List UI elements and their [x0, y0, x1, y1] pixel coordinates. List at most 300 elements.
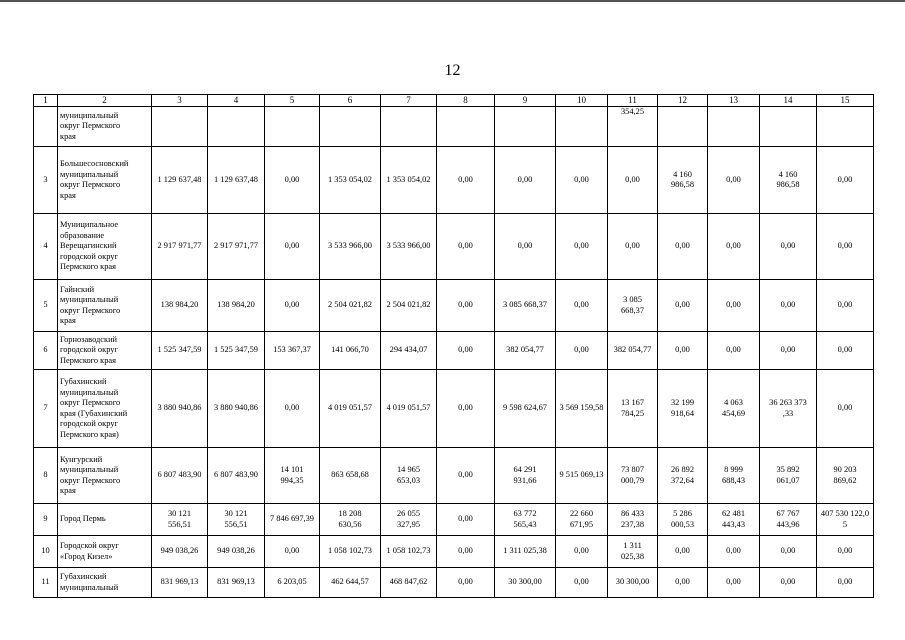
value-text: 26 055	[396, 509, 421, 518]
value-text: 237,38	[620, 519, 645, 529]
value-cell	[608, 504, 658, 536]
value-cell	[760, 107, 817, 147]
table-row	[34, 370, 874, 448]
municipality-name	[58, 332, 152, 370]
value-cell	[708, 280, 760, 332]
value-text: 32 199	[670, 398, 695, 407]
value-cell	[495, 536, 556, 568]
municipality-name-line: муниципальный	[60, 582, 119, 592]
value-cell	[320, 332, 381, 370]
value-cell	[320, 568, 381, 598]
value-text: 30 121	[167, 509, 192, 518]
value-text: 0,00	[458, 514, 473, 524]
value-text: 63 772	[513, 509, 537, 518]
value-cell	[208, 448, 265, 504]
municipality-name-line: «Город Кизел»	[60, 551, 113, 561]
value-cell	[658, 280, 708, 332]
value-cell	[817, 280, 874, 332]
value-text: 4 063	[724, 398, 743, 407]
value-text: 0,00	[837, 546, 853, 556]
value-cell	[437, 568, 495, 598]
value-text: 0,00	[574, 300, 589, 310]
value-cell	[495, 568, 556, 598]
municipality-name-line: городской округ	[60, 419, 118, 428]
value-text: 443,96	[776, 519, 800, 529]
value-cell	[152, 107, 208, 147]
municipality-name-line: округ Пермского	[60, 180, 121, 189]
municipality-name-line: округ Пермского	[60, 305, 121, 315]
row-number: 7	[34, 370, 58, 448]
value-text: 0,00	[837, 241, 853, 251]
municipality-name-line: Пермского края	[60, 262, 117, 272]
value-text: 931,66	[513, 475, 537, 485]
value-text: 22 660	[569, 509, 594, 518]
header-cell: 3	[152, 95, 208, 107]
value-cell	[495, 214, 556, 280]
value-cell	[152, 536, 208, 568]
municipality-name-line: края	[60, 486, 76, 495]
value-cell	[760, 448, 817, 504]
value-text: 0,00	[837, 300, 853, 310]
value-cell	[320, 448, 381, 504]
municipality-name-line: края	[60, 190, 76, 200]
value-text: 688,43	[721, 475, 746, 485]
value-cell	[608, 214, 658, 280]
value-cell	[437, 448, 495, 504]
header-cell: 8	[437, 95, 495, 107]
value-text: 26 892	[670, 465, 695, 474]
value-text: 3 569 159,58	[559, 403, 604, 413]
value-text: 0,00	[458, 345, 473, 355]
value-text: 3 880 940,86	[157, 403, 202, 413]
municipality-name-line: края	[60, 316, 76, 325]
header-cell: 7	[381, 95, 437, 107]
value-text: 138 984,20	[217, 300, 255, 310]
value-text: 86 433	[620, 509, 645, 518]
value-cell	[556, 448, 608, 504]
value-text: 1 353 054,02	[328, 174, 372, 184]
value-text: 0,00	[517, 174, 533, 184]
municipality-name-line: края	[60, 131, 76, 141]
value-cell	[152, 370, 208, 448]
value-cell	[320, 370, 381, 448]
header-cell: 4	[208, 95, 265, 107]
value-cell	[708, 504, 760, 536]
value-text: 025,38	[620, 551, 645, 561]
value-text: 671,95	[569, 519, 594, 529]
municipality-name-line: Город Пермь	[60, 514, 106, 524]
value-text: 462 644,57	[331, 577, 369, 587]
value-cell	[708, 107, 760, 147]
value-text: 0,00	[458, 577, 473, 587]
value-text: 9 598 624,67	[503, 403, 547, 413]
value-cell	[437, 147, 495, 214]
value-cell	[208, 568, 265, 598]
value-cell	[381, 214, 437, 280]
value-cell	[437, 107, 495, 147]
municipality-name	[58, 536, 152, 568]
value-text: 5	[842, 519, 848, 529]
value-cell	[265, 504, 320, 536]
value-cell	[608, 370, 658, 448]
value-cell	[556, 107, 608, 147]
value-text: 36 263 373	[769, 398, 807, 407]
value-cell	[658, 147, 708, 214]
header-cell: 9	[495, 95, 556, 107]
value-cell	[708, 568, 760, 598]
value-text: 0,00	[574, 577, 589, 587]
value-text: 0,00	[837, 403, 853, 413]
value-text: 9 515 069,13	[559, 470, 604, 480]
value-text: 30 300,00	[508, 577, 542, 587]
value-text: 0,00	[284, 546, 300, 556]
value-cell	[608, 568, 658, 598]
value-cell	[817, 568, 874, 598]
value-cell	[437, 536, 495, 568]
value-cell	[760, 568, 817, 598]
value-cell	[152, 568, 208, 598]
value-cell	[608, 332, 658, 370]
value-cell	[381, 504, 437, 536]
value-text: 1 058 102,73	[386, 546, 431, 556]
value-cell	[265, 107, 320, 147]
value-cell	[381, 107, 437, 147]
page-number: 12	[444, 62, 461, 79]
value-text: 18 208	[338, 509, 362, 518]
value-text: 0,00	[675, 241, 690, 251]
value-cell	[437, 504, 495, 536]
value-text: 67 767	[776, 509, 800, 518]
municipality-name-line: муниципальный	[60, 387, 119, 397]
value-cell	[556, 370, 608, 448]
value-cell	[152, 332, 208, 370]
value-cell	[708, 536, 760, 568]
value-cell	[556, 147, 608, 214]
value-cell	[708, 332, 760, 370]
value-text: 061,07	[776, 475, 800, 485]
value-cell	[760, 214, 817, 280]
value-text: 0,00	[675, 300, 690, 310]
value-text: 2 917 971,77	[157, 241, 202, 251]
value-text: 7 846 697,39	[270, 514, 314, 524]
value-text: 3 533 966,00	[328, 241, 372, 251]
row-number: 4	[34, 214, 58, 280]
municipality-name-line: муниципальный	[60, 169, 119, 179]
value-cell	[760, 147, 817, 214]
municipality-name	[58, 147, 152, 214]
value-cell	[265, 147, 320, 214]
municipality-name	[58, 107, 152, 147]
value-text: 3 085 668,37	[503, 300, 547, 310]
header-cell: 12	[658, 95, 708, 107]
value-text: ,33	[782, 408, 794, 418]
value-text: 831 969,13	[160, 577, 199, 587]
value-text: 668,37	[620, 305, 645, 315]
value-text: 0,00	[675, 345, 690, 355]
value-cell	[658, 332, 708, 370]
value-text: 0,00	[284, 403, 300, 413]
row-number	[34, 107, 58, 147]
value-text: 000,79	[620, 475, 645, 485]
value-text: 0,00	[675, 546, 690, 556]
value-text: 0,00	[837, 345, 853, 355]
value-cell	[265, 370, 320, 448]
municipality-name-line: Городской округ	[60, 541, 119, 550]
value-text: 3 085	[623, 295, 642, 304]
value-text: 653,03	[396, 475, 421, 485]
value-text: 556,51	[167, 519, 192, 529]
value-cell	[320, 214, 381, 280]
municipality-name	[58, 568, 152, 598]
value-cell	[760, 504, 817, 536]
value-cell	[495, 448, 556, 504]
municipality-name	[58, 280, 152, 332]
value-text: 0,00	[726, 546, 741, 556]
value-cell	[817, 107, 874, 147]
value-text: 918,64	[670, 408, 695, 418]
value-cell	[817, 448, 874, 504]
value-text: 3 880 940,86	[214, 403, 258, 413]
value-text: 1 311 025,38	[503, 546, 547, 556]
value-cell	[208, 504, 265, 536]
municipality-name-line: муниципальный	[60, 295, 119, 304]
value-cell	[658, 214, 708, 280]
header-cell: 13	[708, 95, 760, 107]
value-cell	[265, 568, 320, 598]
value-cell	[208, 147, 265, 214]
value-text: 90 203	[833, 465, 857, 474]
value-text: 0,00	[458, 470, 473, 480]
value-text: 3 533 966,00	[386, 241, 431, 251]
value-cell	[760, 370, 817, 448]
value-text: 0,00	[458, 546, 473, 556]
value-text: 0,00	[574, 345, 589, 355]
value-cell	[152, 214, 208, 280]
municipality-name	[58, 448, 152, 504]
value-cell	[208, 107, 265, 147]
value-text: 0,00	[837, 174, 853, 184]
value-cell	[265, 332, 320, 370]
value-cell	[437, 332, 495, 370]
value-cell	[708, 147, 760, 214]
value-text: 986,58	[670, 180, 695, 189]
value-text: 831 969,13	[217, 577, 255, 587]
value-cell	[265, 214, 320, 280]
municipality-name-line: Пермского края)	[60, 429, 119, 439]
municipality-name-line: Гайнский	[60, 284, 95, 294]
header-cell: 10	[556, 95, 608, 107]
table-row	[34, 536, 874, 568]
value-cell	[658, 536, 708, 568]
top-edge-rule	[0, 0, 905, 2]
value-cell	[608, 107, 658, 147]
value-text: 5 286	[673, 509, 692, 518]
value-cell	[658, 504, 708, 536]
value-text: 1 353 054,02	[386, 174, 431, 184]
row-number: 5	[34, 280, 58, 332]
value-text: 0,00	[574, 546, 589, 556]
municipality-name-line: Губахинский	[60, 572, 107, 581]
value-text: 565,43	[513, 519, 537, 529]
value-cell	[556, 214, 608, 280]
value-cell	[495, 332, 556, 370]
value-text: 294 434,07	[389, 345, 428, 355]
value-cell	[381, 448, 437, 504]
value-cell	[817, 147, 874, 214]
value-cell	[708, 448, 760, 504]
value-cell	[556, 280, 608, 332]
value-text: 0,00	[726, 241, 741, 251]
municipality-name-line: Пермского края	[60, 355, 117, 365]
value-cell	[817, 536, 874, 568]
municipality-name-line: муниципальный	[60, 110, 119, 120]
value-cell	[437, 370, 495, 448]
value-cell	[760, 280, 817, 332]
value-cell	[152, 147, 208, 214]
value-text: 949 038,26	[160, 546, 199, 556]
value-text: 1 525 347,59	[157, 345, 202, 355]
value-text: 0,00	[780, 241, 796, 251]
header-cell: 14	[760, 95, 817, 107]
value-text: 0,00	[726, 345, 741, 355]
value-cell	[817, 370, 874, 448]
value-text: 986,58	[776, 180, 800, 189]
municipality-name	[58, 214, 152, 280]
value-text: 0,00	[780, 300, 796, 310]
table-row	[34, 504, 874, 536]
value-text: 14 965	[396, 465, 421, 474]
value-cell	[152, 280, 208, 332]
value-text: 8 999	[724, 465, 743, 474]
value-cell	[208, 536, 265, 568]
value-cell	[658, 107, 708, 147]
value-cell	[265, 280, 320, 332]
value-cell	[760, 536, 817, 568]
value-cell	[381, 332, 437, 370]
value-text: 869,62	[833, 475, 857, 485]
municipality-name-line: Кунгурский	[60, 454, 103, 464]
value-text: 0,00	[458, 174, 473, 184]
value-text: 0,00	[726, 577, 741, 587]
row-number: 9	[34, 504, 58, 536]
value-text: 0,00	[675, 577, 690, 587]
value-text: 2 504 021,82	[328, 300, 372, 310]
value-cell	[817, 332, 874, 370]
municipality-name-line: Большесосновский	[60, 159, 129, 168]
value-cell	[760, 332, 817, 370]
table-row	[34, 280, 874, 332]
table-row	[34, 332, 874, 370]
table-row	[34, 147, 874, 214]
municipality-name-line: муниципальный	[60, 465, 119, 474]
value-cell	[658, 370, 708, 448]
value-text: 73 807	[620, 465, 645, 474]
header-cell: 11	[608, 95, 658, 107]
table-row	[34, 107, 874, 147]
municipality-name-line: Губахинский	[60, 377, 107, 386]
table-row	[34, 568, 874, 598]
value-text: 4 019 051,57	[328, 403, 372, 413]
value-text: 382 054,77	[613, 345, 652, 355]
value-text: 382 054,77	[506, 345, 544, 355]
row-number: 8	[34, 448, 58, 504]
header-cell: 15	[817, 95, 874, 107]
value-cell	[495, 107, 556, 147]
row-number: 3	[34, 147, 58, 214]
value-cell	[381, 536, 437, 568]
value-cell	[320, 147, 381, 214]
value-text: 2 917 971,77	[214, 241, 258, 251]
value-text: 407 530 122,0	[820, 509, 870, 518]
municipality-name-line: городской округ	[60, 345, 118, 355]
value-text: 0,00	[284, 300, 300, 310]
value-text: 1 058 102,73	[328, 546, 372, 556]
value-text: 372,64	[670, 475, 695, 485]
value-cell	[495, 147, 556, 214]
value-text: 35 892	[776, 465, 800, 474]
value-cell	[817, 504, 874, 536]
value-text: 454,69	[721, 408, 746, 418]
value-cell	[320, 536, 381, 568]
value-text: 0,00	[458, 403, 473, 413]
value-text: 327,95	[396, 519, 421, 529]
value-text: 949 038,26	[217, 546, 255, 556]
value-text: 0,00	[780, 577, 796, 587]
value-cell	[208, 214, 265, 280]
value-text: 354,25	[620, 107, 645, 116]
value-text: 141 066,70	[331, 345, 369, 355]
value-cell	[495, 280, 556, 332]
value-text: 994,35	[280, 475, 304, 485]
municipality-name-line: образование	[60, 230, 105, 240]
value-text: 30 300,00	[615, 577, 650, 587]
value-text: 0,00	[284, 174, 300, 184]
value-text: 1 311	[623, 541, 642, 550]
value-text: 64 291	[513, 465, 537, 474]
value-text: 630,56	[338, 519, 362, 529]
value-cell	[495, 504, 556, 536]
value-text: 62 481	[721, 509, 746, 518]
value-cell	[556, 568, 608, 598]
value-text: 0,00	[284, 241, 300, 251]
value-cell	[152, 448, 208, 504]
value-text: 0,00	[837, 577, 853, 587]
value-cell	[381, 147, 437, 214]
row-number: 6	[34, 332, 58, 370]
value-text: 153 367,37	[273, 345, 311, 355]
value-text: 0,00	[574, 174, 589, 184]
value-cell	[208, 280, 265, 332]
value-text: 2 504 021,82	[386, 300, 431, 310]
value-text: 000,53	[670, 519, 695, 529]
value-text: 0,00	[726, 174, 741, 184]
value-text: 468 847,62	[389, 577, 428, 587]
value-cell	[381, 568, 437, 598]
header-cell: 6	[320, 95, 381, 107]
value-text: 0,00	[625, 174, 640, 184]
value-cell	[608, 147, 658, 214]
header-row	[34, 95, 874, 107]
value-text: 1 129 637,48	[214, 174, 258, 184]
municipality-name-line: округ Пермского	[60, 475, 121, 485]
value-cell	[265, 536, 320, 568]
value-cell	[320, 280, 381, 332]
value-cell	[556, 332, 608, 370]
value-cell	[817, 214, 874, 280]
value-text: 13 167	[620, 398, 645, 407]
value-cell	[265, 448, 320, 504]
value-cell	[495, 370, 556, 448]
